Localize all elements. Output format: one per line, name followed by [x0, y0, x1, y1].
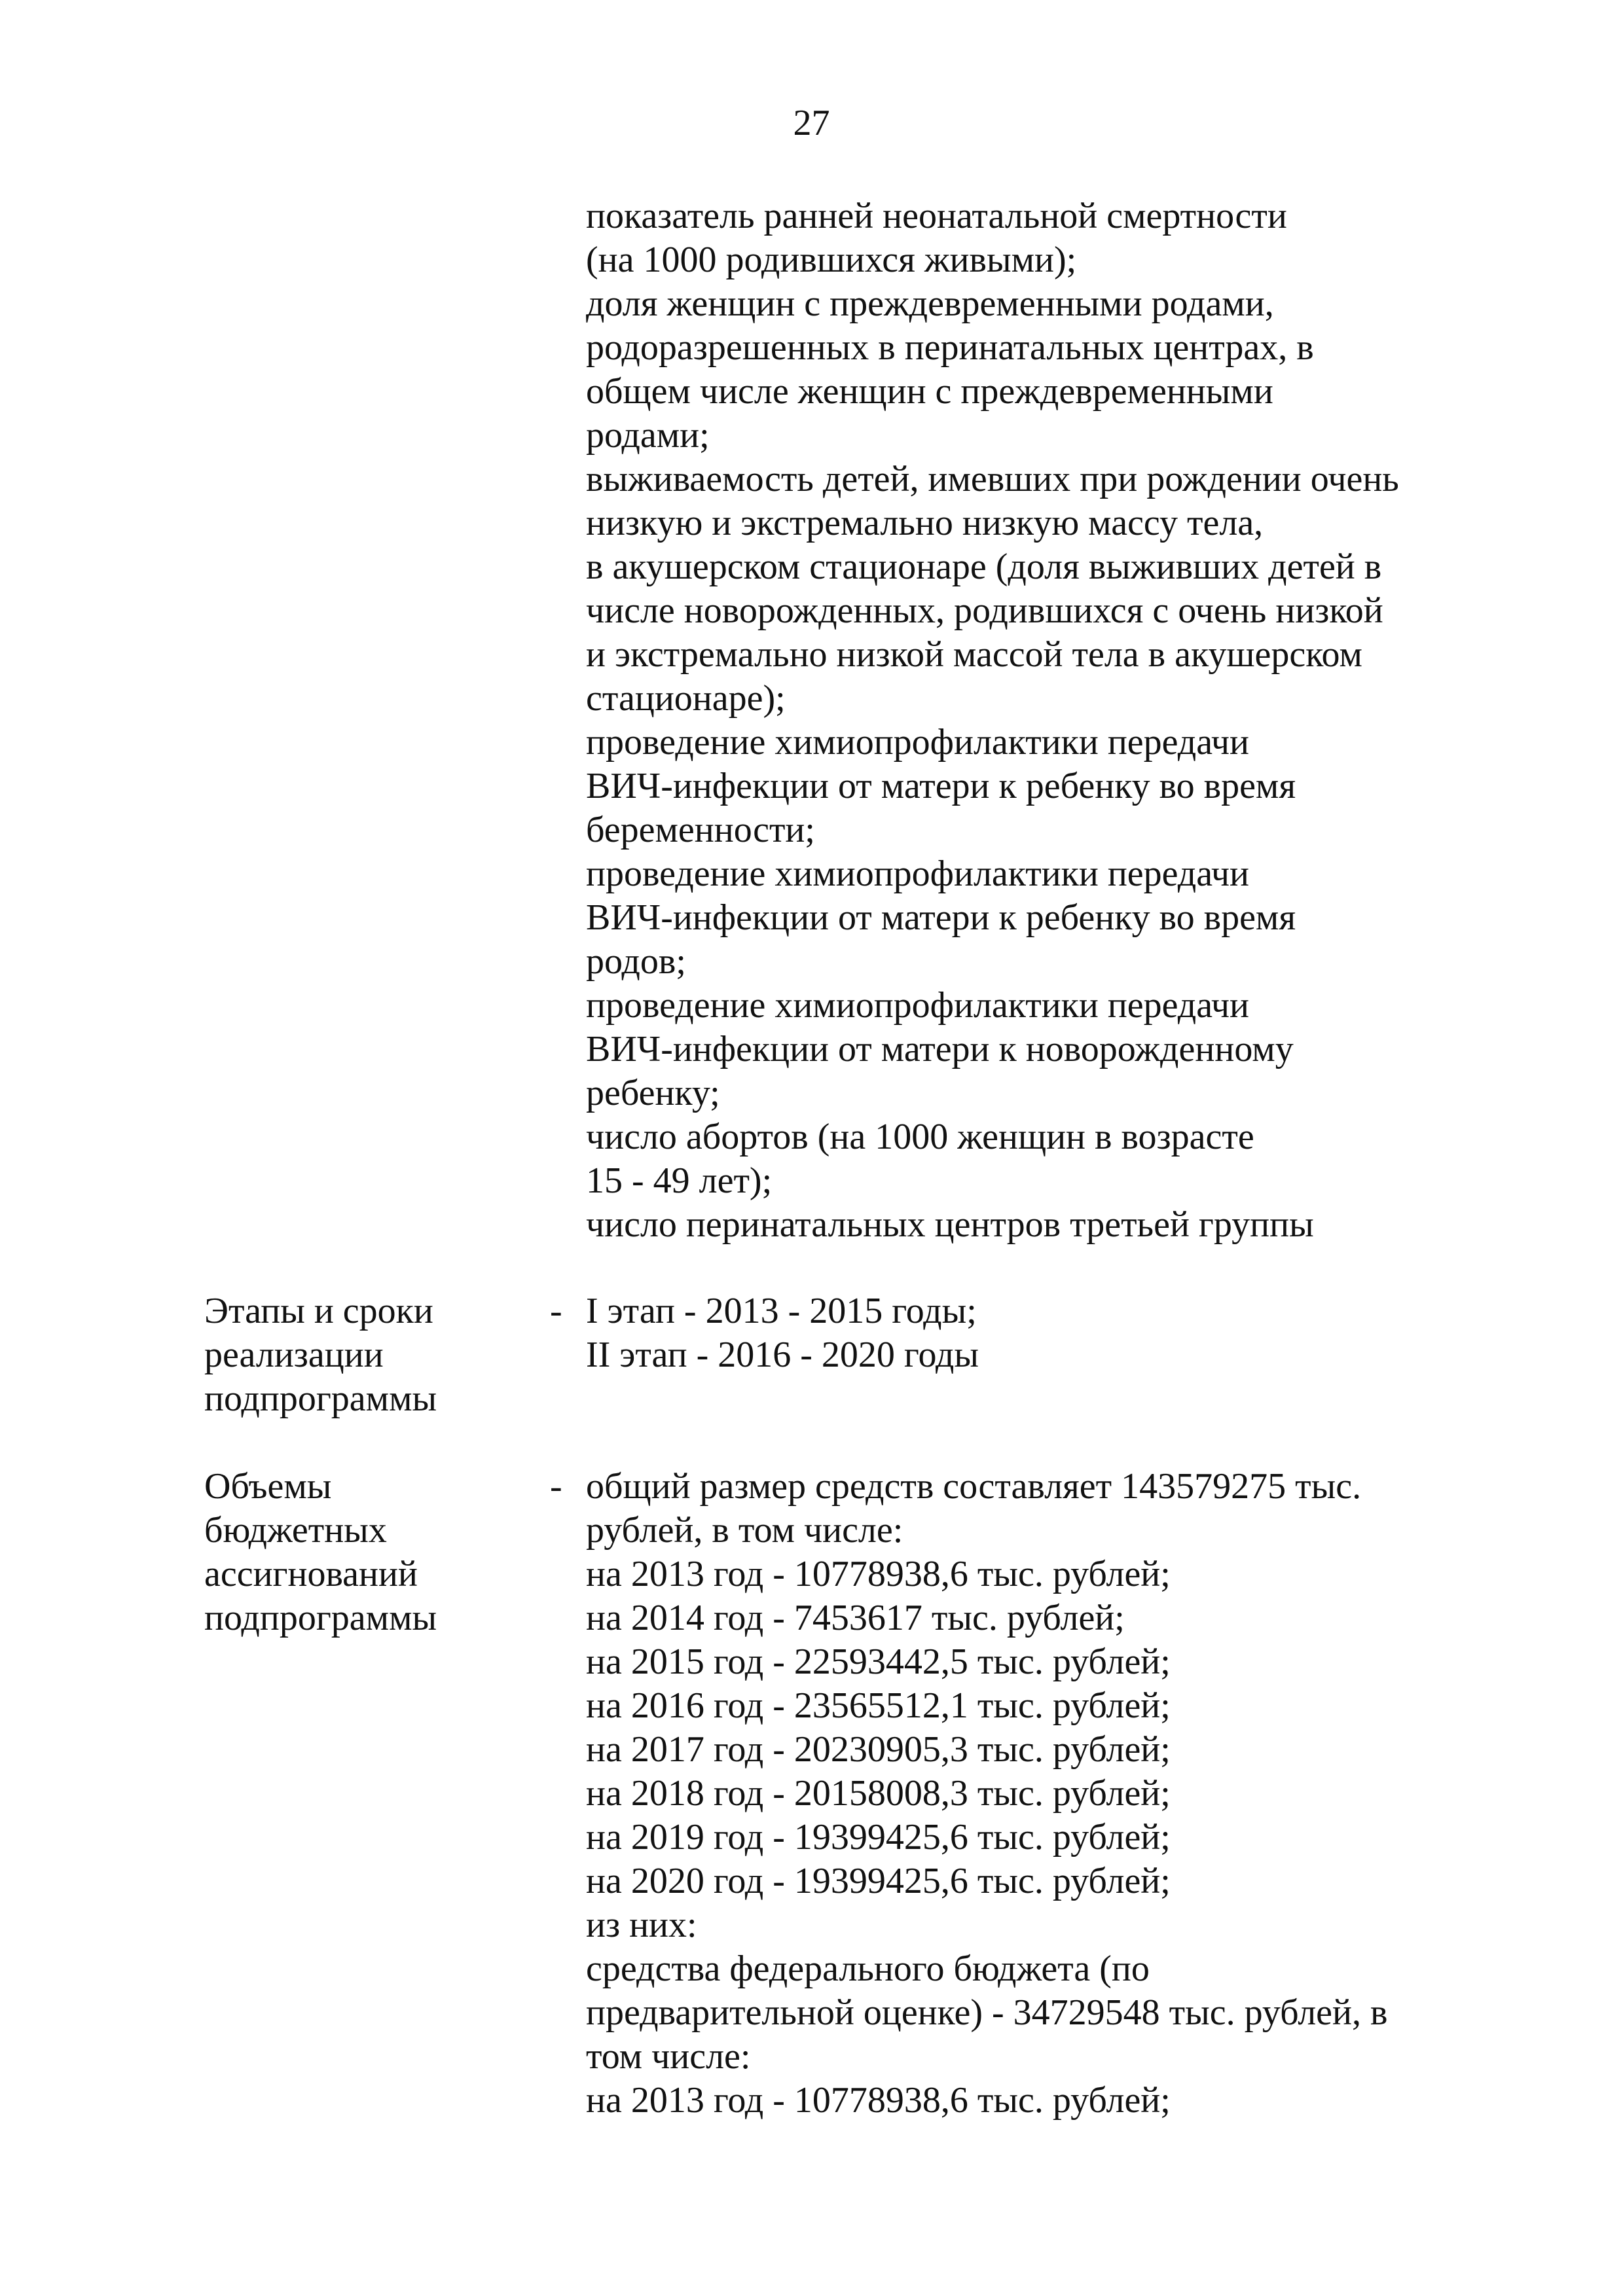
indicator-line: родоразрешенных в перинатальных центрах, в	[586, 327, 1314, 368]
budget-line: общий размер средств составляет 143579275 тыс.	[586, 1466, 1362, 1507]
indicator-line: число абортов (на 1000 женщин в возрасте	[586, 1117, 1254, 1157]
stages-dash: -	[550, 1291, 562, 1331]
budget-line: на 2013 год - 10778938,6 тыс. рублей;	[586, 2080, 1171, 2121]
indicator-line: число перинатальных центров третьей группы	[586, 1204, 1314, 1245]
budget-label-line: бюджетных	[204, 1510, 387, 1551]
budget-label-line: ассигнований	[204, 1554, 418, 1594]
indicator-line: выживаемость детей, имевших при рождении очень	[586, 459, 1399, 499]
indicator-line: беременности;	[586, 810, 815, 850]
budget-line: на 2014 год - 7453617 тыс. рублей;	[586, 1598, 1125, 1638]
indicator-line: и экстремально низкой массой тела в акушерском	[586, 634, 1362, 675]
budget-line: средства федерального бюджета (по	[586, 1948, 1150, 1989]
stages-label-line: подпрограммы	[204, 1378, 437, 1419]
stages-label-line: реализации	[204, 1335, 384, 1375]
indicator-line: общем числе женщин с преждевременными	[586, 371, 1273, 412]
budget-line: предварительной оценке) - 34729548 тыс. рублей, в	[586, 1992, 1388, 2033]
indicator-line: проведение химиопрофилактики передачи	[586, 985, 1250, 1026]
budget-line: на 2020 год - 19399425,6 тыс. рублей;	[586, 1861, 1171, 1901]
budget-dash: -	[550, 1466, 562, 1507]
budget-label	[204, 1465, 437, 1640]
indicators-list	[586, 194, 1399, 1247]
page-number: 27	[793, 103, 830, 143]
budget-line: на 2016 год - 23565512,1 тыс. рублей;	[586, 1685, 1171, 1726]
stages-label-line: Этапы и сроки	[204, 1291, 433, 1331]
budget-line: том числе:	[586, 2036, 751, 2077]
indicator-line: ВИЧ-инфекции от матери к новорожденному	[586, 1029, 1294, 1069]
indicator-line: ВИЧ-инфекции от матери к ребенку во время	[586, 897, 1296, 938]
indicator-line: ВИЧ-инфекции от матери к ребенку во время	[586, 766, 1296, 806]
indicator-line: доля женщин с преждевременными родами,	[586, 283, 1274, 324]
indicator-line: низкую и экстремально низкую массу тела,	[586, 503, 1264, 543]
indicator-line: стационаре);	[586, 678, 786, 719]
budget-label-line: Объемы	[204, 1466, 332, 1507]
budget-line: на 2019 год - 19399425,6 тыс. рублей;	[586, 1817, 1171, 1857]
budget-line: на 2015 год - 22593442,5 тыс. рублей;	[586, 1641, 1171, 1682]
indicator-line: ребенку;	[586, 1073, 720, 1113]
budget-text	[586, 1465, 1387, 2123]
indicator-line: 15 - 49 лет);	[586, 1160, 773, 1201]
indicator-line: (на 1000 родившихся живыми);	[586, 240, 1077, 280]
indicator-line: родов;	[586, 941, 686, 982]
budget-label-line: подпрограммы	[204, 1598, 437, 1638]
budget-line: на 2017 год - 20230905,3 тыс. рублей;	[586, 1729, 1171, 1770]
indicator-line: числе новорожденных, родившихся с очень низкой	[586, 590, 1383, 631]
indicator-line: проведение химиопрофилактики передачи	[586, 853, 1250, 894]
stage-line: II этап - 2016 - 2020 годы	[586, 1335, 979, 1375]
indicator-line: проведение химиопрофилактики передачи	[586, 722, 1250, 762]
stages-label	[204, 1289, 437, 1421]
budget-line: на 2018 год - 20158008,3 тыс. рублей;	[586, 1773, 1171, 1814]
budget-line: на 2013 год - 10778938,6 тыс. рублей;	[586, 1554, 1171, 1594]
stages-text	[586, 1289, 979, 1377]
stage-line: I этап - 2013 - 2015 годы;	[586, 1291, 977, 1331]
indicator-line: родами;	[586, 415, 710, 456]
indicator-line: в акушерском стационаре (доля выживших детей в	[586, 547, 1382, 587]
budget-line: из них:	[586, 1905, 697, 1945]
budget-line: рублей, в том числе:	[586, 1510, 903, 1551]
indicator-line: показатель ранней неонатальной смертности	[586, 196, 1287, 236]
